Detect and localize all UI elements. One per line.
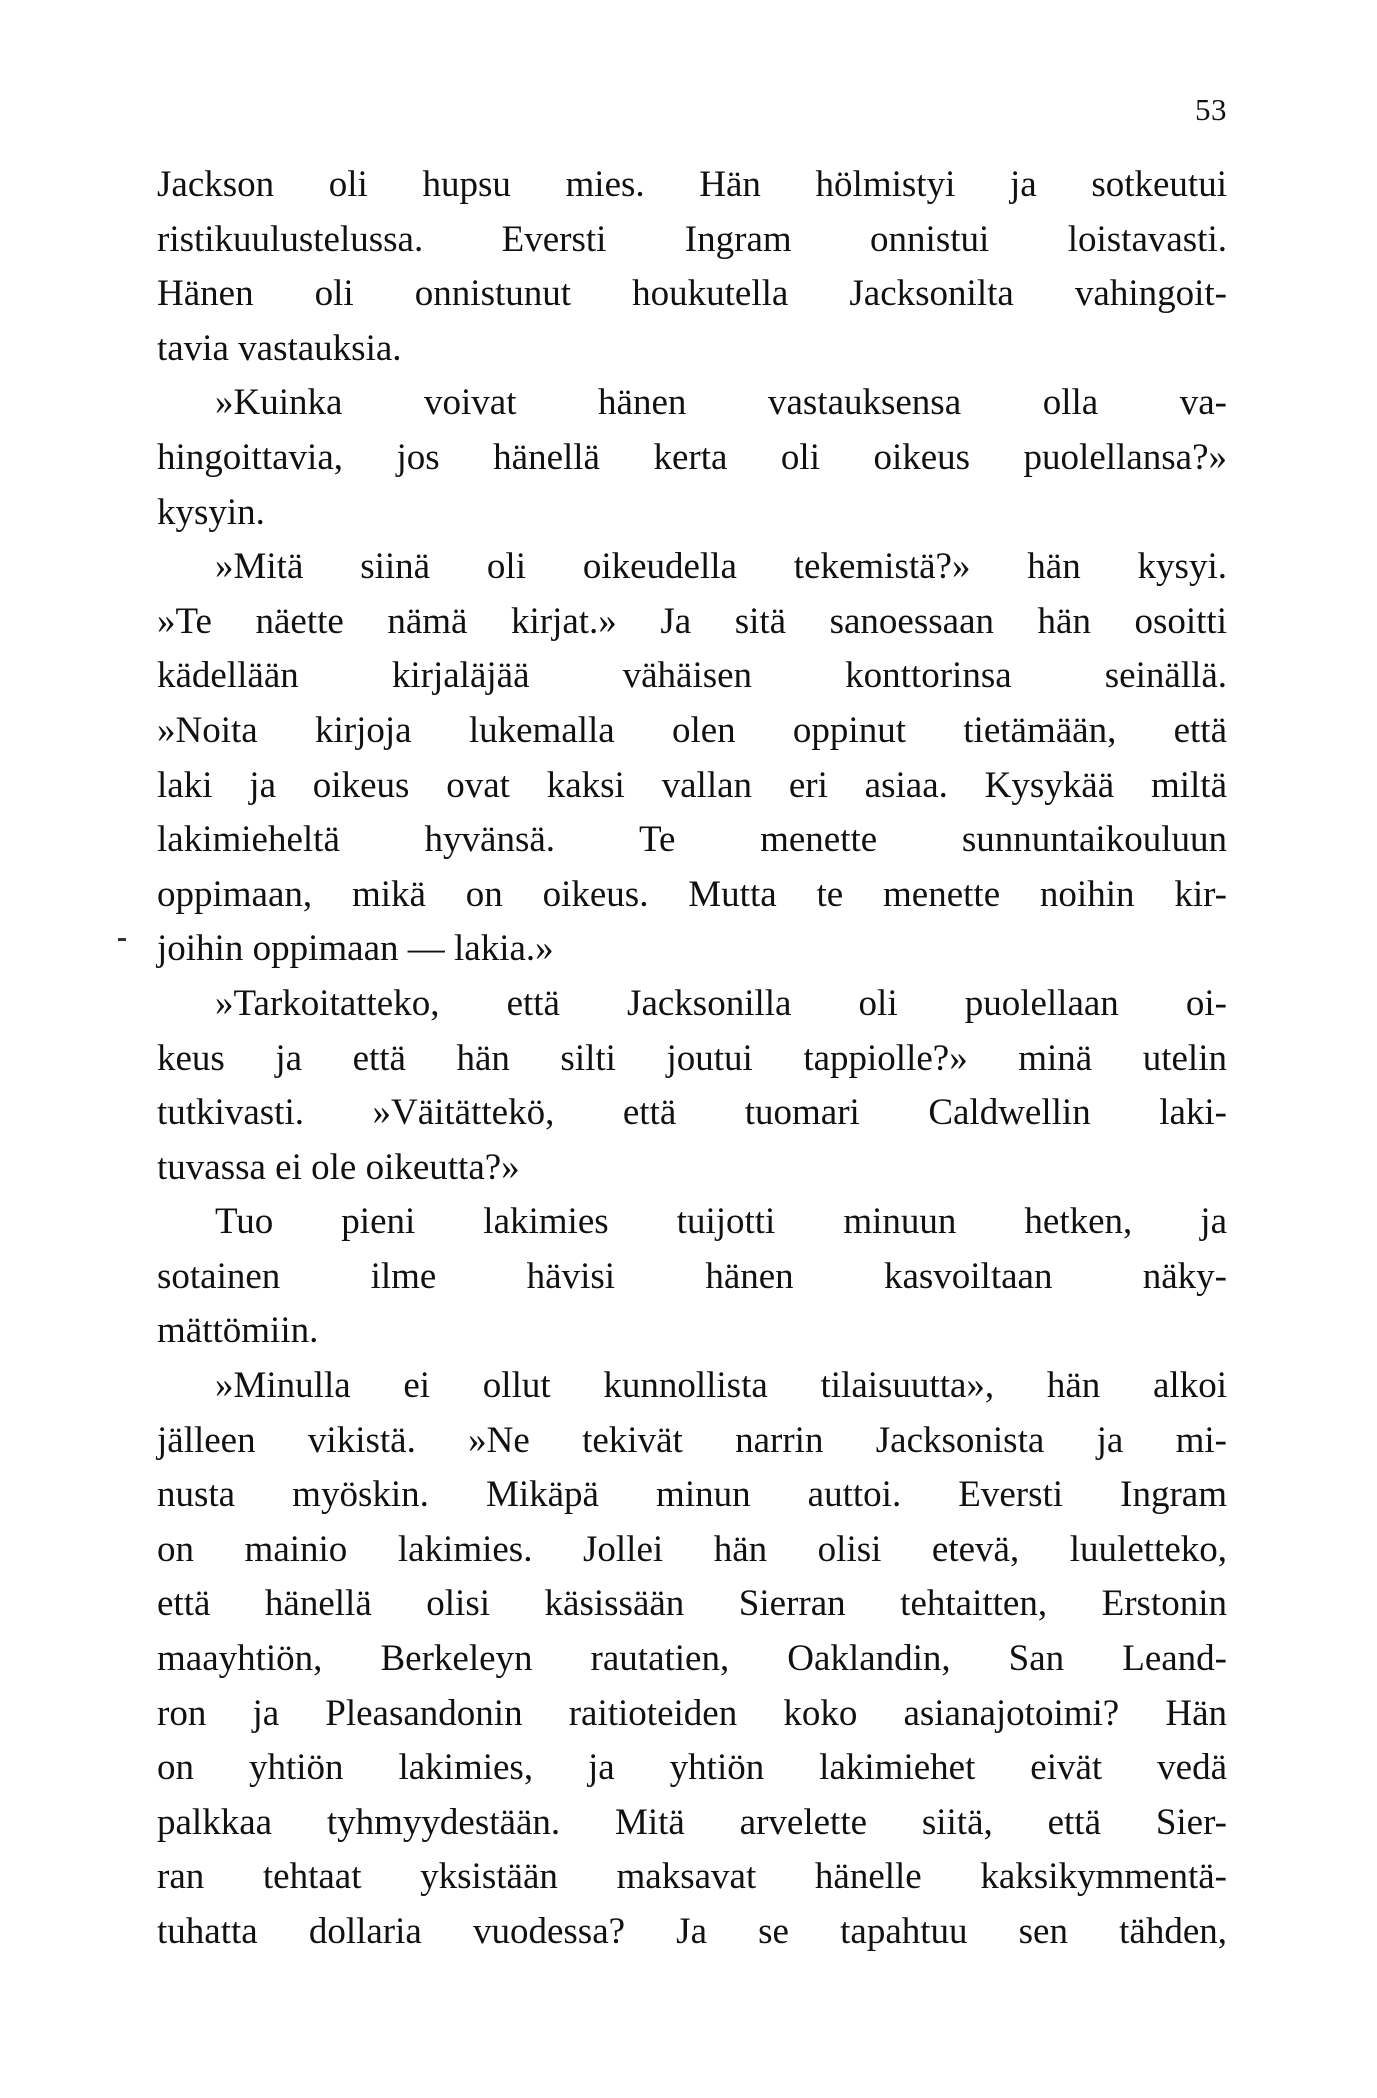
body-text bbox=[157, 158, 1227, 1960]
text-line: laki ja oikeus ovat kaksi vallan eri asiaa. Kysykää miltä bbox=[157, 764, 1227, 806]
text-line: »Minulla ei ollut kunnollista tilaisuutta», hän alkoi bbox=[215, 1365, 1227, 1407]
text-line: että hänellä olisi käsissään Sierran tehtaitten, Erstonin bbox=[157, 1583, 1227, 1625]
text-line: ron ja Pleasandonin raitioteiden koko asianajotoimi? Hän bbox=[157, 1692, 1227, 1734]
margin-mark bbox=[118, 938, 126, 941]
text-line: oppimaan, mikä on oikeus. Mutta te menette noihin kir- bbox=[157, 873, 1227, 915]
text-line: »Noita kirjoja lukemalla olen oppinut tietämään, että bbox=[157, 709, 1227, 751]
text-line: sotainen ilme hävisi hänen kasvoiltaan näky- bbox=[157, 1255, 1227, 1297]
text-line: joihin oppimaan — lakia.» bbox=[157, 928, 554, 970]
text-line: maayhtiön, Berkeleyn rautatien, Oaklandin, San Leand- bbox=[157, 1638, 1227, 1680]
text-line: »Mitä siinä oli oikeudella tekemistä?» hän kysyi. bbox=[215, 546, 1227, 588]
text-line: lakimieheltä hyvänsä. Te menette sunnuntaikouluun bbox=[157, 819, 1227, 861]
text-line: ristikuulustelussa. Eversti Ingram onnistui loistavasti. bbox=[157, 218, 1227, 260]
text-line: nusta myöskin. Mikäpä minun auttoi. Eversti Ingram bbox=[157, 1474, 1227, 1516]
text-line: keus ja että hän silti joutui tappiolle?» minä utelin bbox=[157, 1037, 1227, 1079]
text-line: ran tehtaat yksistään maksavat hänelle kaksikymmentä- bbox=[157, 1856, 1227, 1898]
text-line: Tuo pieni lakimies tuijotti minuun hetken, ja bbox=[215, 1201, 1227, 1243]
text-line: tuvassa ei ole oikeutta?» bbox=[157, 1146, 520, 1188]
text-line: on mainio lakimies. Jollei hän olisi etevä, luuletteko, bbox=[157, 1528, 1227, 1570]
text-line: hingoittavia, jos hänellä kerta oli oikeus puolellansa?» bbox=[157, 436, 1227, 478]
text-line: Hänen oli onnistunut houkutella Jacksonilta vahingoit- bbox=[157, 273, 1227, 315]
text-line: »Kuinka voivat hänen vastauksensa olla va- bbox=[215, 382, 1227, 424]
text-line: on yhtiön lakimies, ja yhtiön lakimiehet eivät vedä bbox=[157, 1747, 1227, 1789]
page-number: 53 bbox=[1195, 92, 1227, 127]
text-line: »Tarkoitatteko, että Jacksonilla oli puolellaan oi- bbox=[215, 982, 1227, 1024]
text-line: kysyin. bbox=[157, 491, 265, 533]
text-line: tutkivasti. »Väitättekö, että tuomari Caldwellin laki- bbox=[157, 1092, 1227, 1134]
text-line: Jackson oli hupsu mies. Hän hölmistyi ja sotkeutui bbox=[157, 164, 1227, 205]
text-line: tuhatta dollaria vuodessa? Ja se tapahtuu sen tähden, bbox=[157, 1911, 1227, 1952]
text-line: kädellään kirjaläjää vähäisen konttorinsa seinällä. bbox=[157, 655, 1227, 697]
text-line: »Te näette nämä kirjat.» Ja sitä sanoessaan hän osoitti bbox=[157, 600, 1227, 642]
text-line: palkkaa tyhmyydestään. Mitä arvelette siitä, että Sier- bbox=[157, 1801, 1227, 1843]
text-line: mättömiin. bbox=[157, 1310, 319, 1352]
text-line: tavia vastauksia. bbox=[157, 327, 402, 369]
text-line: jälleen vikistä. »Ne tekivät narrin Jacksonista ja mi- bbox=[157, 1419, 1227, 1461]
